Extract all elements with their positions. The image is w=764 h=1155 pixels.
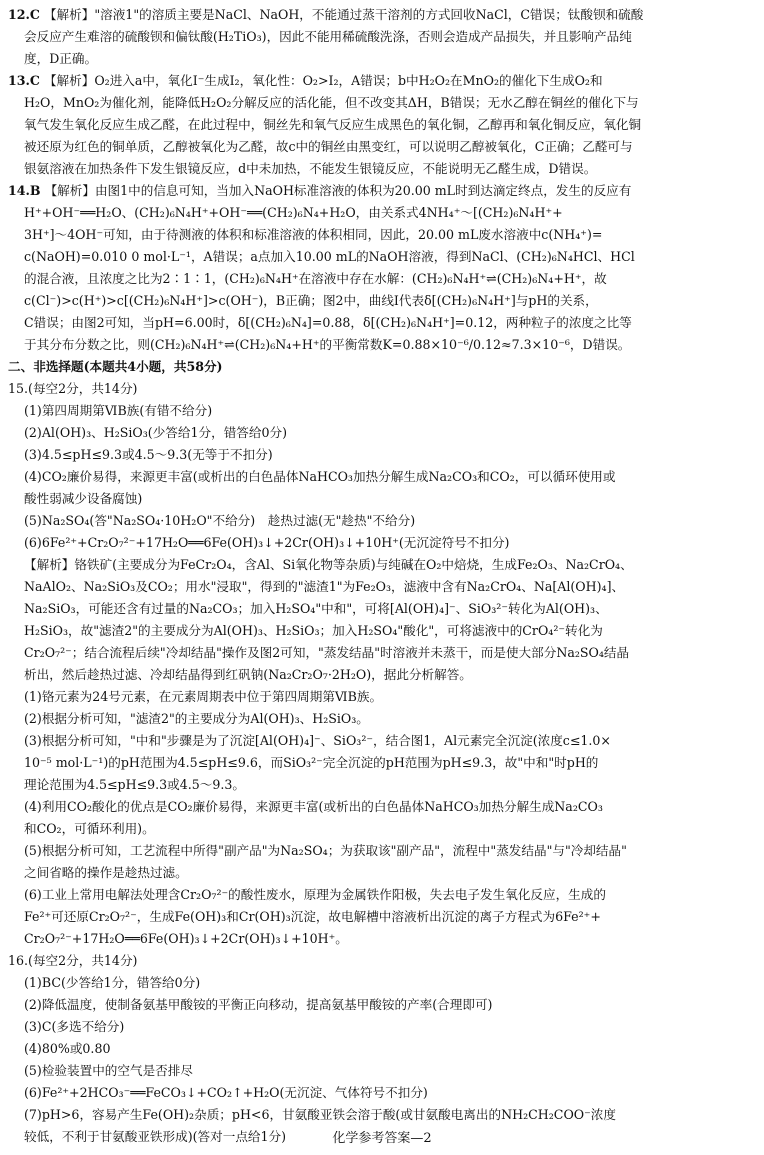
text-line: H⁺+OH⁻══H₂O、(CH₂)₆N₄H⁺+OH⁻══(CH₂)₆N₄+H₂O，由关系式4NH₄⁺～[(CH₂)₆N₄H⁺+ <box>24 205 563 220</box>
text-line: c(Cl⁻)>c(H⁺)>c[(CH₂)₆N₄H⁺]>c(OH⁻)，B正确；图2中，曲线Ⅰ代表δ[(CH₂)₆N₄H⁺]与pH的关系， <box>24 293 598 308</box>
analysis-line: H₂SiO₃，故"滤渣2"的主要成分为Al(OH)₃、H₂SiO₃；加入H₂SO₄"酸化"，可将滤液中的CrO₄²⁻转化为 <box>24 623 603 638</box>
answer-line: (7)pH>6，容易产生Fe(OH)₂杂质；pH<6，甘氨酸亚铁会溶于酸(或甘氨酸电离出的NH₂CH₂COO⁻浓度 <box>24 1107 616 1122</box>
text-line: 【解析】O₂进入a中，氧化I⁻生成I₂，氧化性：O₂>I₂，A错误；b中H₂O₂在MnO₂的催化下生成O₂和 <box>43 73 603 88</box>
text-line: C错误；由图2可知，当pH=6.00时，δ[(CH₂)₆N₄]=0.88，δ[(CH₂)₆N₄H⁺]=0.12，两种粒子的浓度之比等 <box>24 315 632 330</box>
answer-line: (2)Al(OH)₃、H₂SiO₃(少答给1分，错答给0分) <box>24 425 287 440</box>
answer-line: (1)第四周期第ⅥB族(有错不给分) <box>24 403 213 418</box>
page-footer: 化学参考答案—2 <box>332 1131 432 1146</box>
text-line: H₂O，MnO₂为催化剂，能降低H₂O₂分解反应的活化能，但不改变其ΔH，B错误；无水乙醇在铜丝的催化下与 <box>24 95 639 110</box>
question-14 <box>8 180 756 356</box>
analysis-line: (6)工业上常用电解法处理含Cr₂O₇²⁻的酸性废水，原理为金属铁作阳极，失去电子发生氧化反应，生成的 <box>24 887 606 902</box>
answer-line: (4)80%或0.80 <box>24 1041 111 1056</box>
analysis-line: (1)铬元素为24号元素，在元素周期表中位于第四周期第ⅥB族。 <box>24 689 383 704</box>
text-line: 【解析】由图1中的信息可知，当加入NaOH标准溶液的体积为20.00 mL时到达滴定终点，发生的反应有 <box>44 183 632 198</box>
answer-line: (1)BC(少答给1分，错答给0分) <box>24 975 201 990</box>
question-12 <box>8 4 756 70</box>
answer-line: 酸性弱减少设备腐蚀) <box>24 491 143 506</box>
analysis-line: (3)根据分析可知，"中和"步骤是为了沉淀[Al(OH)₄]⁻、SiO₃²⁻，结合图1，Al元素完全沉淀(浓度c≤1.0× <box>24 733 611 748</box>
question-number: 12.C <box>8 7 40 22</box>
answer-page <box>8 4 756 1148</box>
answer-line: 较低，不利于甘氨酸亚铁形成)(答对一点给1分) <box>24 1129 287 1144</box>
analysis-line: 【解析】铬铁矿(主要成分为FeCr₂O₄，含Al、Si氧化物等杂质)与纯碱在O₂中焙烧，生成Fe₂O₃、Na₂CrO₄、 <box>24 557 633 572</box>
answer-line: (6)6Fe²⁺+Cr₂O₇²⁻+17H₂O══6Fe(OH)₃↓+2Cr(OH)₃↓+10H⁺(无沉淀符号不扣分) <box>24 535 510 550</box>
analysis-line: (2)根据分析可知，"滤渣2"的主要成分为Al(OH)₃、H₂SiO₃。 <box>24 711 369 726</box>
answer-line: (3)C(多选不给分) <box>24 1019 125 1034</box>
text-line: 银氨溶液在加热条件下发生银镜反应，d中未加热，不能发生银镜反应，不能说明无乙醛生成，D错误。 <box>24 161 597 176</box>
text-line: 被还原为红色的铜单质，乙醇被氧化为乙醛，故c中的铜丝由黑变红，可以说明乙醇被氧化，C正确；乙醛可与 <box>24 139 633 154</box>
question-header: 16.(每空2分，共14分) <box>8 953 138 968</box>
question-header: 15.(每空2分，共14分) <box>8 381 138 396</box>
text-line: 度，D正确。 <box>24 51 98 66</box>
analysis-line: Cr₂O₇²⁻+17H₂O══6Fe(OH)₃↓+2Cr(OH)₃↓+10H⁺。 <box>24 931 348 946</box>
analysis-line: 10⁻⁵ mol·L⁻¹)的pH范围为4.5≤pH≤9.6，而SiO₃²⁻完全沉淀的pH范围为pH≤9.3，故"中和"时pH的 <box>24 755 599 770</box>
text-line: 【解析】"溶液1"的溶质主要是NaCl、NaOH，不能通过蒸干溶剂的方式回收NaCl，C错误；钛酸钡和硫酸 <box>43 7 644 22</box>
analysis-line: 之间省略的操作是趁热过滤。 <box>24 865 188 880</box>
question-15 <box>8 378 756 950</box>
answer-line: (2)降低温度，使制备氨基甲酸铵的平衡正向移动，提高氨基甲酸铵的产率(合理即可) <box>24 997 493 1012</box>
answer-line: (6)Fe²⁺+2HCO₃⁻══FeCO₃↓+CO₂↑+H₂O(无沉淀、气体符号不扣分) <box>24 1085 428 1100</box>
question-13 <box>8 70 756 180</box>
analysis-line: (5)根据分析可知，工艺流程中所得"副产品"为Na₂SO₄；为获取该"副产品"，流程中"蒸发结晶"与"冷却结晶" <box>24 843 627 858</box>
question-number: 13.C <box>8 73 40 88</box>
text-line: 会反应产生难溶的硫酸钡和偏钛酸(H₂TiO₃)，因此不能用稀硫酸洗涤，否则会造成产品损失，并且影响产品纯 <box>24 29 632 44</box>
text-line: c(NaOH)=0.010 0 mol·L⁻¹，A错误；a点加入10.00 mL的NaOH溶液，得到NaCl、(CH₂)₆N₄HCl、HCl <box>24 249 635 264</box>
analysis-line: Na₂SiO₃，可能还含有过量的Na₂CO₃；加入H₂SO₄"中和"，可将[Al(OH)₄]⁻、SiO₃²⁻转化为Al(OH)₃、 <box>24 601 608 616</box>
answer-line: (5)Na₂SO₄(答"Na₂SO₄·10H₂O"不给分) 趁热过滤(无"趁热"不给分) <box>24 513 416 528</box>
analysis-line: (4)利用CO₂酸化的优点是CO₂廉价易得，来源更丰富(或析出的白色晶体NaHCO₃加热分解生成Na₂CO₃ <box>24 799 603 814</box>
text-line: 3H⁺]～4OH⁻可知，由于待测液的体积和标准溶液的体积相同，因此，20.00 mL废水溶液中c(NH₄⁺)= <box>24 227 603 242</box>
text-line: 的混合液，且浓度之比为2∶1∶1，(CH₂)₆N₄H⁺在溶液中存在水解：(CH₂)₆N₄H⁺⇌(CH₂)₆N₄+H⁺，故 <box>24 271 607 286</box>
question-16 <box>8 950 756 1148</box>
text-line: 氧气发生氧化反应生成乙醛，在此过程中，铜丝先和氧气反应生成黑色的氧化铜，乙醇再和氧化铜反应，氧化铜 <box>24 117 642 132</box>
analysis-line: NaAlO₂、Na₂SiO₃及CO₂；用水"浸取"，得到的"滤渣1"为Fe₂O₃，滤液中含有Na₂CrO₄、Na[Al(OH)₄]、 <box>24 579 625 594</box>
analysis-line: Fe²⁺可还原Cr₂O₇²⁻，生成Fe(OH)₃和Cr(OH)₃沉淀，故电解槽中溶液析出沉淀的离子方程式为6Fe²⁺+ <box>24 909 601 924</box>
section-heading: 二、非选择题(本题共4小题，共58分) <box>8 359 223 374</box>
answer-line: (3)4.5≤pH≤9.3或4.5～9.3(无等于不扣分) <box>24 447 273 462</box>
analysis-line: 析出，然后趁热过滤、冷却结晶得到红矾钠(Na₂Cr₂O₇·2H₂O)，据此分析解答。 <box>24 667 472 682</box>
question-number: 14.B <box>8 183 41 198</box>
text-line: 于其分布分数之比，则(CH₂)₆N₄H⁺⇌(CH₂)₆N₄+H⁺的平衡常数K=0.88×10⁻⁶/0.12≈7.3×10⁻⁶，D错误。 <box>24 337 631 352</box>
answer-line: (5)检验装置中的空气是否排尽 <box>24 1063 193 1078</box>
analysis-line: Cr₂O₇²⁻；结合流程后续"冷却结晶"操作及图2可知，"蒸发结晶"时溶液并未蒸干，而是使大部分Na₂SO₄结晶 <box>24 645 630 660</box>
analysis-line: 和CO₂，可循环利用)。 <box>24 821 155 836</box>
answer-line: (4)CO₂廉价易得，来源更丰富(或析出的白色晶体NaHCO₃加热分解生成Na₂CO₃和CO₂，可以循环使用或 <box>24 469 616 484</box>
analysis-line: 理论范围为4.5≤pH≤9.3或4.5～9.3。 <box>24 777 246 792</box>
